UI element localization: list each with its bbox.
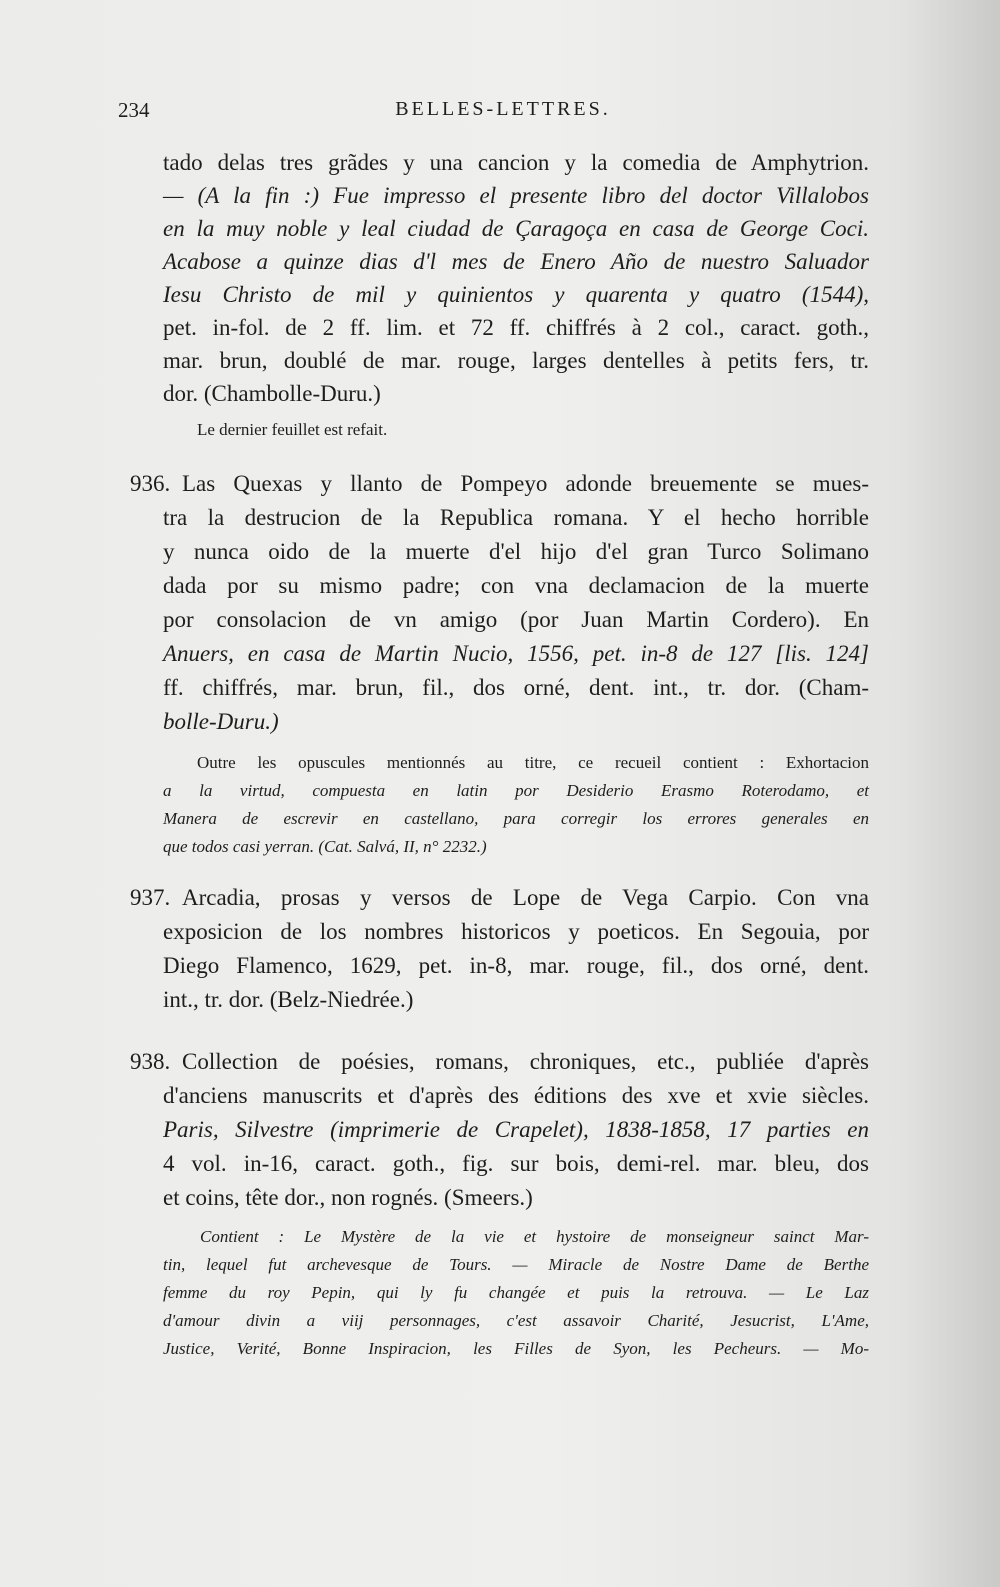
page-number: 234 xyxy=(118,98,150,122)
entry-936-line: y nunca oido de la muerte d'el hijo d'el gran Turco Solimano xyxy=(163,539,869,564)
entry-935-line: tado delas tres grãdes y una cancion y la comedia de Amphytrion. xyxy=(163,150,869,175)
entry-938-line: Paris, Silvestre (imprimerie de Crapelet), 1838-1858, 17 parties en xyxy=(163,1117,869,1142)
entry-938-note-line: femme du roy Pepin, qui ly fu changée et puis la retrouva. — Le Laz xyxy=(163,1283,869,1302)
entry-938-line: Collection de poésies, romans, chroniques, etc., publiée d'après xyxy=(182,1049,869,1074)
entry-935-line: pet. in-fol. de 2 ff. lim. et 72 ff. chiffrés à 2 col., caract. goth., xyxy=(163,315,869,340)
page-header xyxy=(118,98,888,130)
entry-number: 936. xyxy=(130,471,171,496)
entry-935-line: en la muy noble y leal ciudad de Çaragoça en casa de George Coci. xyxy=(163,216,869,241)
entry-936-note-line: Manera de escrevir en castellano, para corregir los errores generales en xyxy=(163,809,869,828)
entry-936-note-line: Outre les opuscules mentionnés au titre, ce recueil contient : Exhortacion xyxy=(197,753,869,772)
entry-938-note-line: tin, lequel fut archevesque de Tours. — Miracle de Nostre Dame de Berthe xyxy=(163,1255,869,1274)
entry-935-line: mar. brun, doublé de mar. rouge, larges dentelles à petits fers, tr. xyxy=(163,348,869,373)
entry-936-line: ff. chiffrés, mar. brun, fil., dos orné, dent. int., tr. dor. (Cham- xyxy=(163,675,869,700)
running-title: BELLES-LETTRES. xyxy=(395,98,611,120)
entry-936-note-line: a la virtud, compuesta en latin por Desiderio Erasmo Roterodamo, et xyxy=(163,781,869,800)
entry-936-note-line: que todos casi yerran. (Cat. Salvá, II, n° 2232.) xyxy=(163,837,487,856)
entry-938-note-line: d'amour divin a viij personnages, c'est assavoir Charité, Jesucrist, L'Ame, xyxy=(163,1311,869,1330)
entry-number: 938. xyxy=(130,1049,171,1074)
entry-937-line: exposicion de los nombres historicos y poeticos. En Segouia, por xyxy=(163,919,869,944)
entry-935-line: Acabose a quinze dias d'l mes de Enero Año de nuestro Saluador xyxy=(163,249,869,274)
entry-938-line: d'anciens manuscrits et d'après des éditions des xve et xvie siècles. xyxy=(163,1083,869,1108)
entry-935-line: Iesu Christo de mil y quinientos y quarenta y quatro (1544), xyxy=(163,282,869,307)
entry-938-note-line: Justice, Verité, Bonne Inspiracion, les Filles de Syon, les Pecheurs. — Mo- xyxy=(163,1339,869,1358)
entry-936-line: Anuers, en casa de Martin Nucio, 1556, pet. in-8 de 127 [lis. 124] xyxy=(163,641,869,666)
entry-935-note: Le dernier feuillet est refait. xyxy=(197,420,388,439)
entry-938-line: 4 vol. in-16, caract. goth., fig. sur bois, demi-rel. mar. bleu, dos xyxy=(163,1151,869,1176)
entry-number: 937. xyxy=(130,885,171,910)
entry-936-line: dada por su mismo padre; con vna declamacion de la muerte xyxy=(163,573,869,598)
entry-936-line: Las Quexas y llanto de Pompeyo adonde breuemente se mues- xyxy=(182,471,869,496)
entry-936-line: bolle-Duru.) xyxy=(163,709,279,734)
entry-935-line: dor. (Chambolle-Duru.) xyxy=(163,381,381,406)
entry-938-line: et coins, tête dor., non rognés. (Smeers.) xyxy=(163,1185,533,1210)
entry-935-line: — (A la fin :) Fue impresso el presente libro del doctor Villalobos xyxy=(163,183,869,208)
entry-936-line: tra la destrucion de la Republica romana. Y el hecho horrible xyxy=(163,505,869,530)
entry-937-line: int., tr. dor. (Belz-Niedrée.) xyxy=(163,987,414,1012)
entry-937-line: Arcadia, prosas y versos de Lope de Vega Carpio. Con vna xyxy=(182,885,869,910)
entry-937-line: Diego Flamenco, 1629, pet. in-8, mar. rouge, fil., dos orné, dent. xyxy=(163,953,869,978)
entry-938-note-line: Contient : Le Mystère de la vie et hystoire de monseigneur sainct Mar- xyxy=(200,1227,869,1246)
entry-936-line: por consolacion de vn amigo (por Juan Martin Cordero). En xyxy=(163,607,869,632)
